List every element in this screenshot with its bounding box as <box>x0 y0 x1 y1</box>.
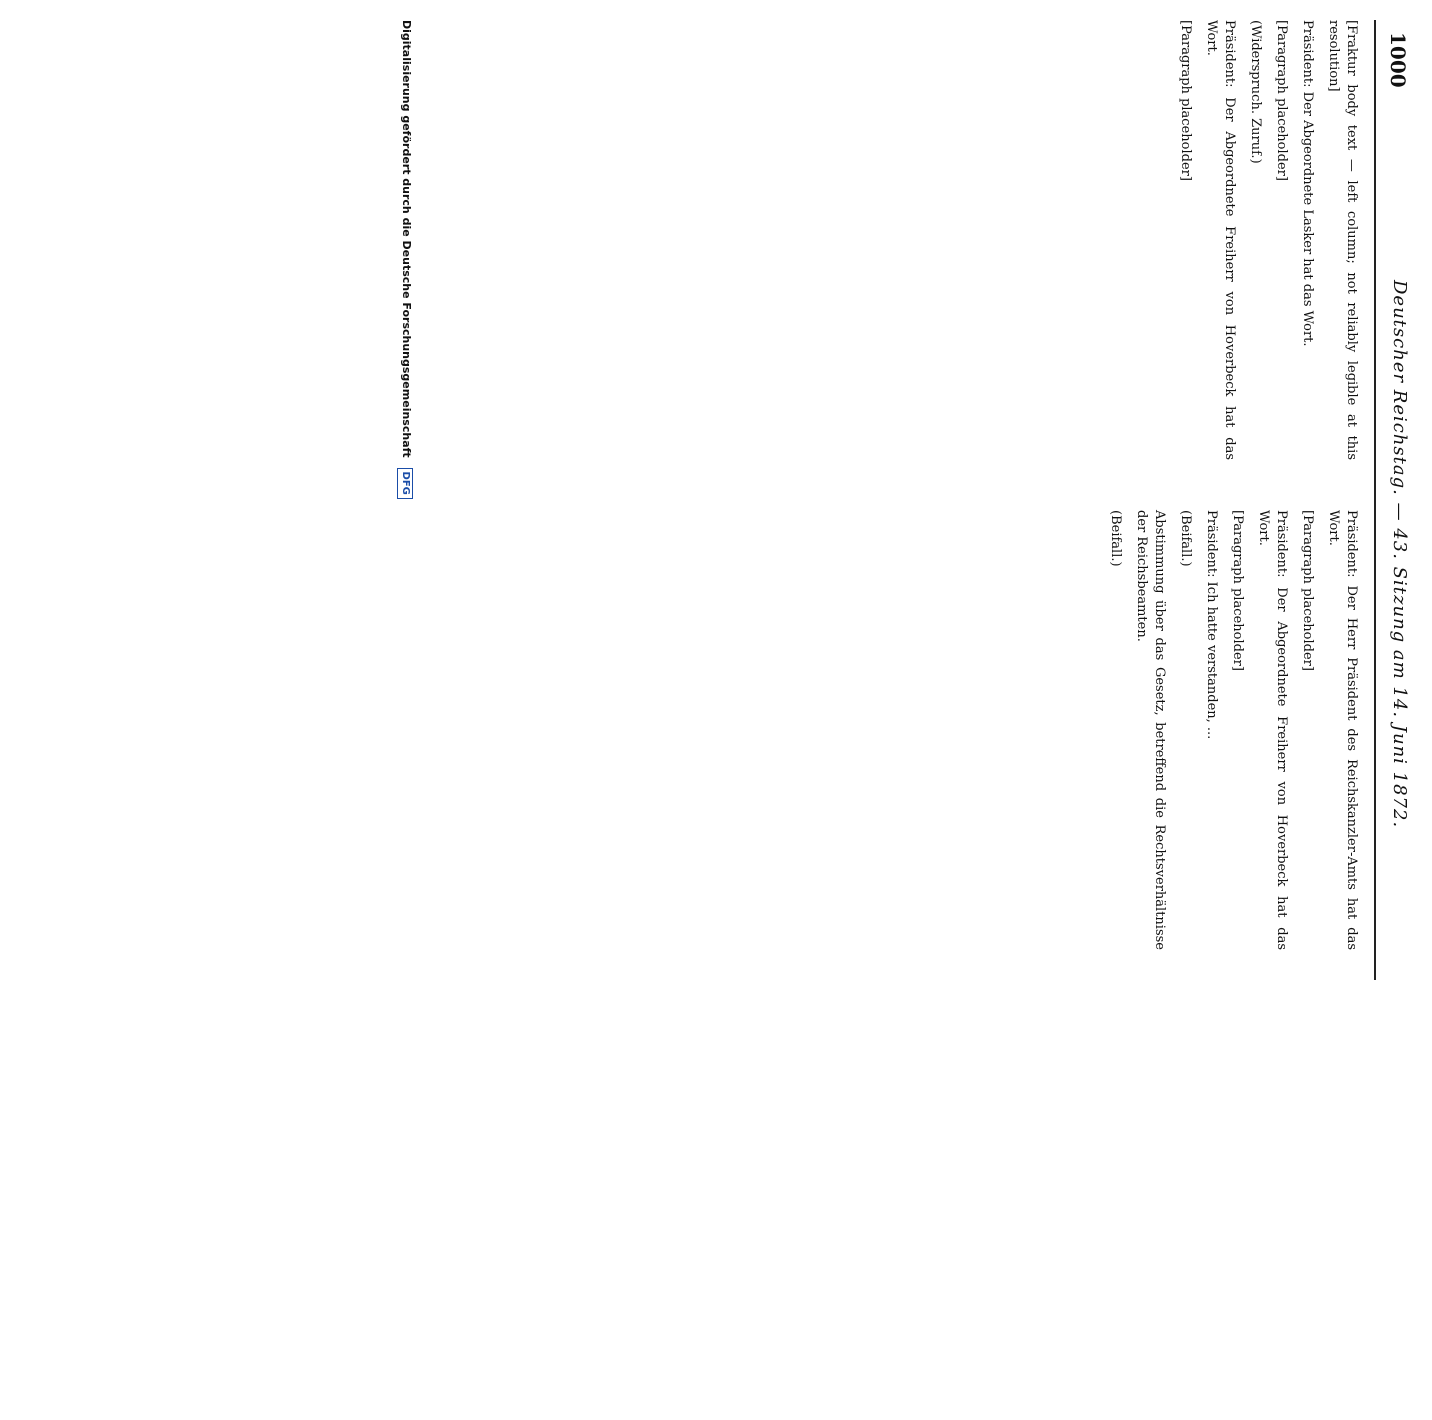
left-paragraph: Präsident: Der Abgeordnete Lasker hat das Wort. <box>1300 20 1315 347</box>
left-paragraph: [Paragraph placeholder] <box>1178 20 1193 181</box>
right-paragraph: Präsident: Der Herr Präsident des Reichskanzler-Amts hat das Wort. <box>1326 510 1359 950</box>
page-header <box>1374 20 1416 980</box>
right-paragraph: (Beifall.) <box>1108 510 1123 567</box>
running-head: Deutscher Reichstag. — 43. Sitzung am 14. Juni 1872. <box>1389 280 1410 829</box>
page-number: 1000 <box>1386 32 1410 88</box>
right-paragraph: Präsident: Ich hatte verstanden, ... <box>1204 510 1219 740</box>
dfg-badge: DFG <box>397 468 413 499</box>
left-column <box>40 20 1360 460</box>
footer-text: Digitalisierung gefördert durch die Deutsche Forschungsgemeinschaft <box>400 20 413 458</box>
left-paragraph: [Paragraph placeholder] <box>1274 20 1289 181</box>
left-paragraph: [Fraktur body text — left column; not reliably legible at this resolution] <box>1326 20 1359 460</box>
right-paragraph: [Paragraph placeholder] <box>1300 510 1315 671</box>
right-column <box>40 510 1360 950</box>
left-paragraph: Präsident: Der Abgeordnete Freiherr von Hoverbeck hat das Wort. <box>1204 20 1237 460</box>
rotated-document-page <box>16 20 1416 980</box>
right-paragraph: (Beifall.) <box>1178 510 1193 567</box>
digitization-footer <box>393 20 413 1420</box>
right-paragraph: Abstimmung über das Gesetz, betreffend die Rechtsverhältnisse der Reichsbeamten. <box>1134 510 1167 950</box>
right-paragraph: [Paragraph placeholder] <box>1230 510 1245 671</box>
left-paragraph: (Widerspruch. Zuruf.) <box>1248 20 1263 164</box>
right-paragraph: Präsident: Der Abgeordnete Freiherr von Hoverbeck hat das Wort. <box>1256 510 1289 950</box>
